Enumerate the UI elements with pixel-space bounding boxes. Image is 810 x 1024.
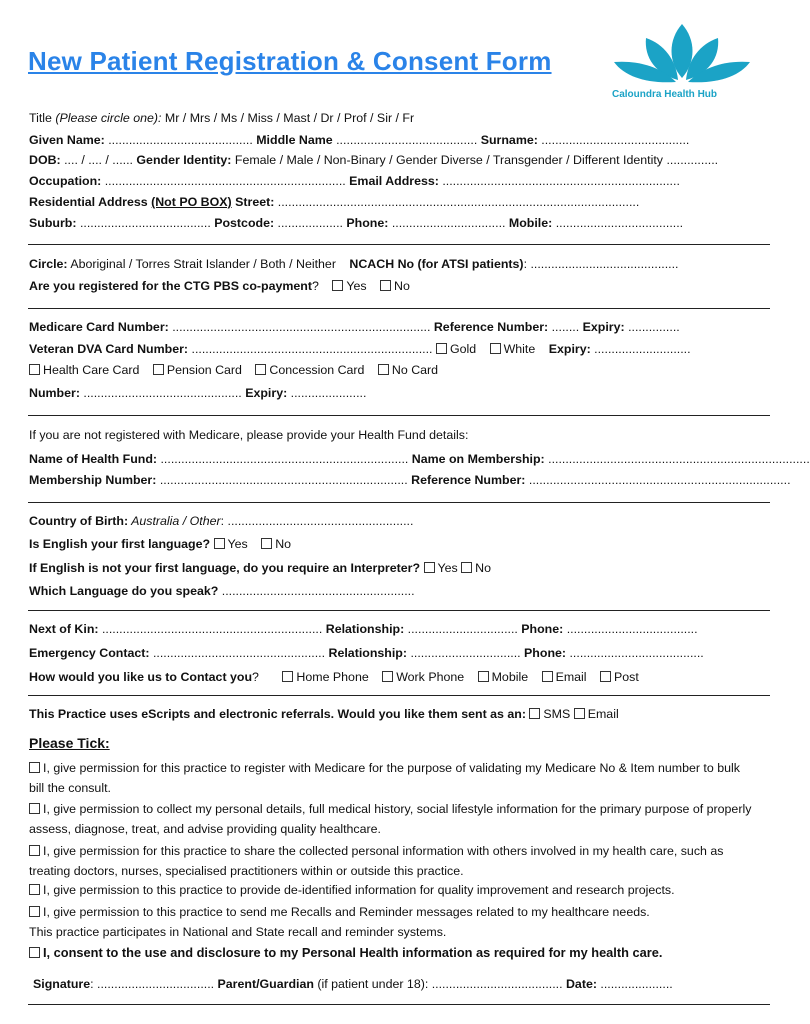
date-label: Date:: [565, 977, 597, 991]
country-field[interactable]: : ......................................................: [220, 514, 414, 528]
reference-label: Reference Number:: [433, 320, 549, 334]
dob-field[interactable]: .... / .... / ......: [60, 153, 137, 167]
checkbox-icon[interactable]: [461, 562, 472, 573]
country-row: [29, 513, 756, 529]
mobile-field[interactable]: .....................................: [552, 216, 684, 230]
occupation-row: [29, 173, 756, 189]
ncach-label: NCACH No (for ATSI patients): [349, 257, 524, 271]
fund-name-label: Name of Health Fund:: [29, 452, 158, 466]
occupation-field[interactable]: ......................................................................: [101, 174, 350, 188]
signature-row: [33, 976, 756, 992]
interpreter-row: [29, 560, 756, 576]
card-number-label: Number:: [29, 386, 80, 400]
fund-reference-field[interactable]: ............................................................................: [525, 473, 791, 487]
membership-number-label: Membership Number:: [29, 473, 157, 487]
title-options[interactable]: Mr / Mrs / Ms / Miss / Mast / Dr / Prof / Sir / Fr: [164, 111, 415, 125]
gender-options[interactable]: Female / Male / Non-Binary / Gender Diverse / Transgender / Different Identity ...............: [231, 153, 719, 167]
surname-field[interactable]: ...........................................: [537, 133, 690, 147]
interpreter-no: No: [475, 561, 492, 575]
checkbox-icon[interactable]: [424, 562, 435, 573]
gender-label: Gender Identity:: [136, 153, 232, 167]
postcode-label: Postcode:: [214, 216, 275, 230]
checkbox-icon[interactable]: [529, 708, 540, 719]
emergency-label: Emergency Contact:: [29, 646, 150, 660]
form-title: New Patient Registration & Consent Form: [28, 46, 552, 76]
medicare-expiry-label: Expiry:: [582, 320, 625, 334]
membership-number-field[interactable]: ........................................................................: [156, 473, 412, 487]
kin-relationship-field[interactable]: ................................: [404, 622, 522, 636]
dob-label: DOB:: [29, 153, 61, 167]
consent-text: I, give permission for this practice to share the collected personal information with others involved in my health care, such as treating doctors, nurses, specialised practitioners within or outside this practice.: [29, 844, 724, 878]
checkbox-icon[interactable]: [255, 364, 266, 375]
no-card: No Card: [391, 363, 439, 377]
checkbox-icon[interactable]: [600, 671, 611, 682]
logo-text: Caloundra Health Hub: [612, 89, 718, 100]
address-row: [29, 194, 756, 210]
divider: [28, 502, 770, 503]
title-row: [29, 110, 756, 126]
medicare-label: Medicare Card Number:: [29, 320, 169, 334]
kin-row: [29, 621, 756, 637]
health-care-card: Health Care Card: [43, 363, 140, 377]
consent-text: I, give permission to this practice to send me Recalls and Reminder messages related to my healthcare needs.: [43, 905, 650, 919]
consent-text: I, give permission to this practice to provide de-identified information for quality improvement and research projects.: [43, 883, 675, 897]
english-no: No: [275, 537, 292, 551]
title-label: Title: [29, 111, 52, 125]
consent-item: [29, 799, 756, 839]
email-label: Email Address:: [349, 174, 439, 188]
suburb-label: Suburb:: [29, 216, 77, 230]
dva-row: [29, 341, 756, 357]
signature-field[interactable]: : ..................................: [90, 977, 218, 991]
suburb-row: [29, 215, 756, 231]
checkbox-icon[interactable]: [29, 884, 40, 895]
country-options[interactable]: Australia / Other: [128, 514, 221, 528]
fund-reference-label: Reference Number:: [411, 473, 526, 487]
ncach-field[interactable]: : ...........................................: [523, 257, 679, 271]
membership-name-field[interactable]: ............................................................................: [544, 452, 810, 466]
checkbox-icon[interactable]: [478, 671, 489, 682]
date-field[interactable]: .....................: [596, 977, 673, 991]
consent-item: [29, 945, 756, 961]
emergency-relationship-field[interactable]: ................................: [407, 646, 525, 660]
fund-intro: If you are not registered with Medicare, please provide your Health Fund details:: [29, 428, 469, 442]
divider: [28, 1004, 770, 1005]
consent-text: I, give permission for this practice to register with Medicare for the purpose of validating my Medicare No & Item number to bulk bill the consult.: [29, 761, 740, 795]
phone-label: Phone:: [346, 216, 389, 230]
phone-field[interactable]: .................................: [388, 216, 509, 230]
consent-item: [29, 904, 756, 920]
dva-white: White: [503, 342, 536, 356]
checkbox-icon[interactable]: [29, 803, 40, 814]
contact-row: [29, 669, 756, 685]
checkbox-icon[interactable]: [29, 364, 40, 375]
consent-item: [29, 758, 756, 798]
street-label: Street:: [235, 195, 275, 209]
dva-gold: Gold: [449, 342, 477, 356]
interpreter-question: If English is not your first language, do you require an Interpreter?: [29, 561, 421, 575]
reference-field[interactable]: ........: [548, 320, 583, 334]
mobile-label: Mobile:: [508, 216, 553, 230]
title-hint: (Please circle one):: [55, 111, 162, 125]
atsi-row: [29, 256, 756, 272]
escripts-question: This Practice uses eScripts and electronic referrals. Would you like them sent as an:: [29, 707, 526, 721]
ctg-qm: ?: [311, 279, 319, 293]
consent-item: [29, 841, 756, 881]
divider: [28, 695, 770, 696]
guardian-field[interactable]: (if patient under 18): ......................................: [313, 977, 566, 991]
checkbox-icon[interactable]: [153, 364, 164, 375]
contact-home: Home Phone: [296, 670, 369, 684]
kin-phone-field[interactable]: ......................................: [563, 622, 698, 636]
checkbox-icon[interactable]: [29, 762, 40, 773]
recall-note: This practice participates in National and State recall and reminder systems.: [29, 925, 447, 939]
given-name-field[interactable]: ..........................................: [104, 133, 257, 147]
checkbox-icon[interactable]: [574, 708, 585, 719]
checkbox-icon[interactable]: [490, 343, 501, 354]
escripts-email: Email: [587, 707, 619, 721]
cards-row: [29, 362, 756, 378]
emergency-field[interactable]: ..................................................: [149, 646, 329, 660]
signature-label: Signature: [33, 977, 91, 991]
pension-card: Pension Card: [166, 363, 242, 377]
dva-label: Veteran DVA Card Number:: [29, 342, 189, 356]
checkbox-icon[interactable]: [378, 364, 389, 375]
given-name-label: Given Name:: [29, 133, 105, 147]
consent-text: I, consent to the use and disclosure to my Personal Health information as required for my health care.: [43, 945, 663, 960]
english-question: Is English your first language?: [29, 537, 211, 551]
checkbox-icon[interactable]: [261, 538, 272, 549]
english-row: [29, 536, 756, 552]
guardian-label: Parent/Guardian: [217, 977, 314, 991]
medicare-expiry-field[interactable]: ...............: [624, 320, 680, 334]
language-row: [29, 583, 756, 599]
ctg-no: No: [394, 279, 410, 293]
medicare-field[interactable]: ...........................................................................: [168, 320, 434, 334]
checkbox-icon[interactable]: [436, 343, 447, 354]
contact-qm: ?: [252, 670, 259, 684]
divider: [28, 244, 770, 245]
kin-relationship-label: Relationship:: [325, 622, 405, 636]
contact-post: Post: [614, 670, 639, 684]
emergency-phone-field[interactable]: .......................................: [566, 646, 704, 660]
occupation-label: Occupation:: [29, 174, 102, 188]
emergency-relationship-label: Relationship:: [328, 646, 407, 660]
card-number-row: [29, 385, 756, 401]
contact-email: Email: [555, 670, 587, 684]
atsi-options[interactable]: Aboriginal / Torres Strait Islander / Both / Neither: [67, 257, 336, 271]
street-field[interactable]: .........................................................................................................: [274, 195, 640, 209]
dva-expiry-label: Expiry:: [548, 342, 591, 356]
middle-name-label: Middle Name: [256, 133, 333, 147]
checkbox-icon[interactable]: [332, 280, 343, 291]
checkbox-icon[interactable]: [214, 538, 225, 549]
divider: [28, 415, 770, 416]
checkbox-icon[interactable]: [29, 845, 40, 856]
address-label: Residential Address: [29, 195, 152, 209]
country-label: Country of Birth:: [29, 514, 129, 528]
escripts-sms: SMS: [543, 707, 571, 721]
interpreter-yes: Yes: [437, 561, 458, 575]
kin-field[interactable]: ................................................................: [98, 622, 326, 636]
checkbox-icon[interactable]: [382, 671, 393, 682]
consent-text: I, give permission to collect my personal details, full medical history, social lifestyle information for the primary purpose of properly assess, diagnose, treat, and advise providing quality healthcare.: [29, 802, 752, 836]
dva-field[interactable]: ......................................................................: [188, 342, 436, 356]
please-tick-heading: Please Tick:: [29, 735, 110, 751]
fund-row: [29, 451, 810, 467]
fund-name-field[interactable]: ........................................................................: [157, 452, 412, 466]
checkbox-icon[interactable]: [29, 947, 40, 958]
card-expiry-field[interactable]: ......................: [287, 386, 367, 400]
emergency-row: [29, 645, 756, 661]
postcode-field[interactable]: ...................: [274, 216, 347, 230]
checkbox-icon[interactable]: [282, 671, 293, 682]
contact-question: How would you like us to Contact you: [29, 670, 253, 684]
consent-item: [29, 882, 756, 898]
surname-label: Surname:: [480, 133, 538, 147]
english-yes: Yes: [227, 537, 248, 551]
divider: [28, 610, 770, 611]
divider: [28, 308, 770, 309]
membership-name-label: Name on Membership:: [411, 452, 545, 466]
contact-mobile: Mobile: [491, 670, 529, 684]
not-po-box: (Not PO BOX): [151, 195, 232, 209]
checkbox-icon[interactable]: [380, 280, 391, 291]
contact-work: Work Phone: [396, 670, 465, 684]
card-number-field[interactable]: ..............................................: [79, 386, 246, 400]
language-question: Which Language do you speak?: [29, 584, 219, 598]
concession-card: Concession Card: [269, 363, 365, 377]
email-field[interactable]: .....................................................................: [438, 174, 680, 188]
escripts-row: [29, 706, 756, 722]
membership-row: [29, 472, 791, 488]
card-expiry-label: Expiry:: [245, 386, 288, 400]
ctg-yes: Yes: [346, 279, 367, 293]
middle-name-field[interactable]: .........................................: [332, 133, 481, 147]
language-field[interactable]: ........................................................: [218, 584, 415, 598]
circle-label: Circle:: [29, 257, 68, 271]
names-row: [29, 132, 756, 148]
kin-label: Next of Kin:: [29, 622, 99, 636]
emergency-phone-label: Phone:: [524, 646, 567, 660]
ctg-row: [29, 278, 756, 294]
checkbox-icon[interactable]: [542, 671, 553, 682]
dob-row: [29, 152, 756, 168]
medicare-row: [29, 319, 756, 335]
checkbox-icon[interactable]: [29, 906, 40, 917]
dva-expiry-field[interactable]: ............................: [590, 342, 691, 356]
kin-phone-label: Phone:: [521, 622, 564, 636]
suburb-field[interactable]: ......................................: [76, 216, 215, 230]
ctg-question: Are you registered for the CTG PBS co-payment: [29, 279, 312, 293]
